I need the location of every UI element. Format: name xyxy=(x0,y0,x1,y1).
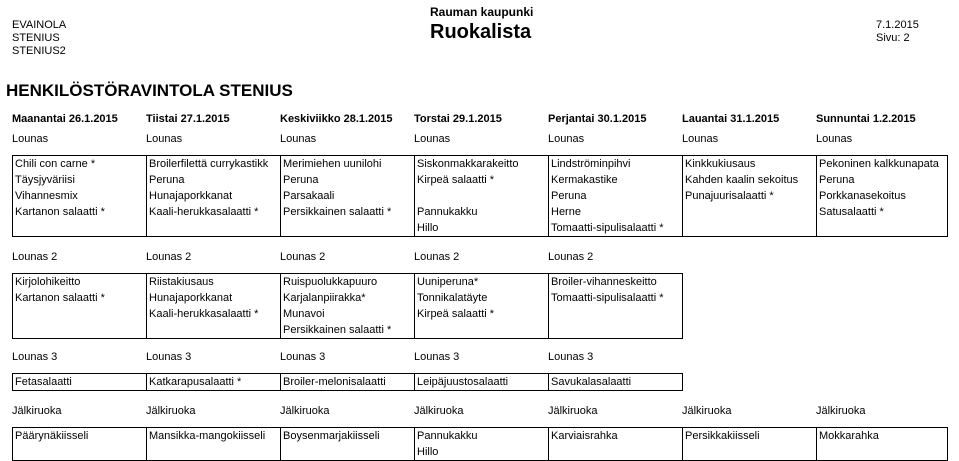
menu-item: Fetasalaatti xyxy=(15,376,72,388)
menu-item: Mokkarahka xyxy=(819,430,879,442)
section-label: Jälkiruoka xyxy=(280,405,330,417)
menu-item: Persikkainen salaatti * xyxy=(283,324,392,336)
section-label: Jälkiruoka xyxy=(12,405,62,417)
restaurant-heading: HENKILÖSTÖRAVINTOLA STENIUS xyxy=(6,81,293,100)
section-label: Lounas 2 xyxy=(280,251,326,263)
menu-item: Peruna xyxy=(283,174,319,186)
menu-item: Punajuurisalaatti * xyxy=(685,190,774,202)
section-label: Lounas 2 xyxy=(146,251,192,263)
section-label: Lounas 2 xyxy=(12,251,58,263)
menu-item: Hillo xyxy=(417,222,439,234)
menu-item: Lindströminpihvi xyxy=(551,158,631,170)
header-right xyxy=(876,19,919,45)
section-label: Lounas xyxy=(146,133,183,145)
header-line: STENIUS2 xyxy=(12,45,66,57)
menu-item: Ruispuolukkapuuro xyxy=(283,276,378,288)
menu-item: Siskonmakkarakeitto xyxy=(417,158,519,170)
menu-item: Porkkanasekoitus xyxy=(819,190,906,202)
menu-item: Karviaisrahka xyxy=(551,430,618,442)
organization-name: Rauman kaupunki xyxy=(430,5,534,19)
menu-item: Katkarapusalaatti * xyxy=(149,376,242,388)
menu-item: Kirpeä salaatti * xyxy=(417,174,495,186)
day-header: Torstai 29.1.2015 xyxy=(414,113,502,125)
section-label: Lounas 2 xyxy=(548,251,594,263)
menu-item: Satusalaatti * xyxy=(819,206,884,218)
section-label: Lounas xyxy=(682,133,719,145)
section-label: Jälkiruoka xyxy=(414,405,464,417)
menu-item: Herne xyxy=(551,206,581,218)
menu-item: Kinkkukiusaus xyxy=(685,158,756,170)
menu-item: Boysenmarjakiisseli xyxy=(283,430,380,442)
print-date: 7.1.2015 xyxy=(876,19,919,31)
menu-item: Leipäjuustosalaatti xyxy=(417,376,509,388)
day-header: Keskiviikko 28.1.2015 xyxy=(280,113,393,125)
section-label: Lounas 3 xyxy=(280,351,326,363)
menu-item: Karjalanpiirakka* xyxy=(283,292,366,304)
header-line: STENIUS xyxy=(12,32,60,44)
menu-item: Peruna xyxy=(551,190,587,202)
menu-item: Tonnikalatäyte xyxy=(417,292,488,304)
menu-item: Broilerfilettä currykastikk xyxy=(149,158,269,170)
menu-item: Kartanon salaatti * xyxy=(15,206,105,218)
menu-item: Peruna xyxy=(149,174,185,186)
document-title: Ruokalista xyxy=(430,21,532,43)
day-header: Tiistai 27.1.2015 xyxy=(146,113,230,125)
section-label: Jälkiruoka xyxy=(146,405,196,417)
day-header: Lauantai 31.1.2015 xyxy=(682,113,780,125)
section-label: Lounas 3 xyxy=(548,351,594,363)
section-label: Lounas xyxy=(12,133,49,145)
menu-item: Pannukakku xyxy=(417,430,478,442)
menu-item: Pannukakku xyxy=(417,206,478,218)
menu-item: Persikkakiisseli xyxy=(685,430,760,442)
menu-item: Vihannesmix xyxy=(15,190,78,202)
menu-item: Merimiehen uunilohi xyxy=(283,158,382,170)
menu-item: Persikkainen salaatti * xyxy=(283,206,392,218)
menu-item: Kirpeä salaatti * xyxy=(417,308,495,320)
menu-item: Hillo xyxy=(417,446,439,458)
page-number: Sivu: 2 xyxy=(876,32,910,44)
section-label: Lounas xyxy=(414,133,451,145)
menu-item: Savukalasalaatti xyxy=(551,376,632,388)
menu-item: Kahden kaalin sekoitus xyxy=(685,174,799,186)
menu-item: Munavoi xyxy=(283,308,325,320)
menu-item: Broiler-melonisalaatti xyxy=(283,376,386,388)
section-label: Lounas 3 xyxy=(146,351,192,363)
menu-item: Peruna xyxy=(819,174,855,186)
menu-item: Hunajaporkkanat xyxy=(149,292,233,304)
menu-item: Kaali-herukkasalaatti * xyxy=(149,206,259,218)
day-header: Perjantai 30.1.2015 xyxy=(548,113,647,125)
menu-item: Kermakastike xyxy=(551,174,618,186)
menu-item: Täysjyväriisi xyxy=(15,174,75,186)
day-header: Maanantai 26.1.2015 xyxy=(12,113,118,125)
section-label: Jälkiruoka xyxy=(682,405,732,417)
section-label: Jälkiruoka xyxy=(548,405,598,417)
section-label: Lounas 2 xyxy=(414,251,460,263)
menu-item: Pekoninen kalkkunapata xyxy=(819,158,939,170)
menu-item: Chili con carne * xyxy=(15,158,96,170)
menu-item: Kartanon salaatti * xyxy=(15,292,105,304)
menu-item: Päärynäkiisseli xyxy=(15,430,89,442)
day-header: Sunnuntai 1.2.2015 xyxy=(816,113,916,125)
menu-item: Mansikka-mangokiisseli xyxy=(149,430,266,442)
section-label: Lounas xyxy=(280,133,317,145)
menu-item: Kirjolohikeitto xyxy=(15,276,81,288)
section-label: Lounas 3 xyxy=(414,351,460,363)
menu-item: Broiler-vihanneskeitto xyxy=(551,276,657,288)
section-label: Lounas xyxy=(548,133,585,145)
section-label: Jälkiruoka xyxy=(816,405,866,417)
header-left-lines xyxy=(12,19,66,58)
menu-item: Uuniperuna* xyxy=(417,276,479,288)
section-label: Lounas xyxy=(816,133,853,145)
menu-item: Parsakaali xyxy=(283,190,335,202)
menu-item: Tomaatti-sipulisalaatti * xyxy=(551,222,664,234)
menu-item: Riistakiusaus xyxy=(149,276,214,288)
menu-item: Hunajaporkkanat xyxy=(149,190,233,202)
section-label: Lounas 3 xyxy=(12,351,58,363)
menu-item: Tomaatti-sipulisalaatti * xyxy=(551,292,664,304)
menu-item: Kaali-herukkasalaatti * xyxy=(149,308,259,320)
header-line: EVAINOLA xyxy=(12,19,67,31)
